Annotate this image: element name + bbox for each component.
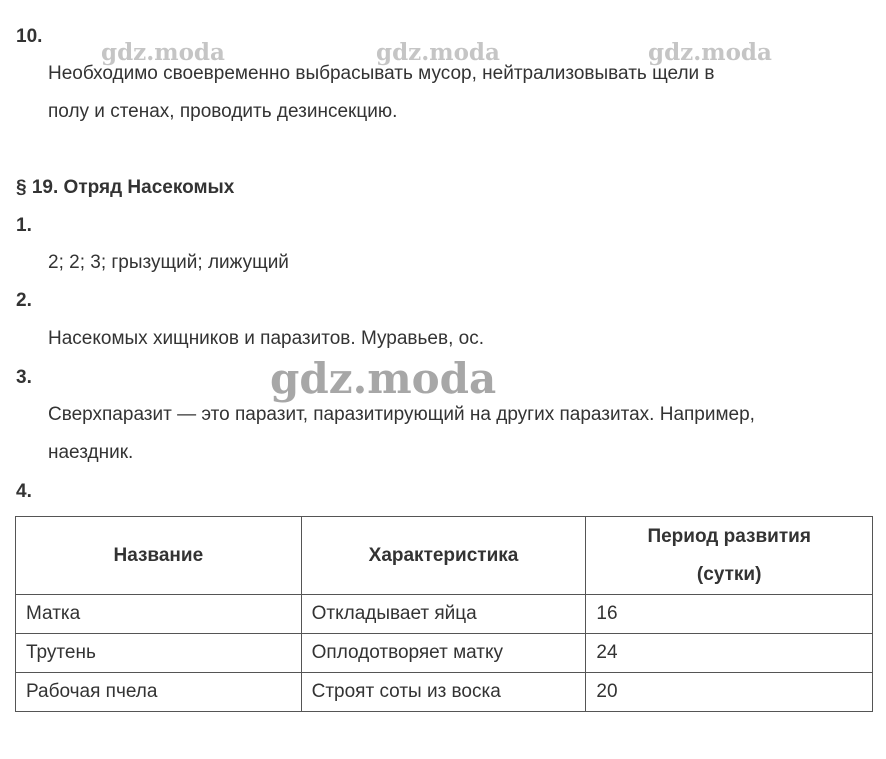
watermark-2: gdz.moda bbox=[376, 39, 500, 66]
cell-characteristic: Откладывает яйца bbox=[301, 595, 586, 634]
answer-10-line-1: Необходимо своевременно выбрасывать мусор, нейтрализовывать щели в bbox=[48, 63, 715, 84]
cell-period: 16 bbox=[586, 595, 873, 634]
answer-3-line-2: наездник. bbox=[48, 442, 134, 463]
header-period-line-2: (сутки) bbox=[696, 563, 762, 585]
table-row bbox=[16, 634, 873, 673]
table-row bbox=[16, 673, 873, 712]
question-number-10: 10. bbox=[16, 26, 43, 47]
bee-castes-table bbox=[15, 516, 873, 712]
header-period-line-1: Период развития bbox=[647, 525, 811, 547]
cell-name: Рабочая пчела bbox=[16, 673, 302, 712]
question-number-4: 4. bbox=[16, 481, 32, 502]
section-heading: § 19. Отряд Насекомых bbox=[16, 177, 235, 198]
answer-3-line-1: Сверхпаразит — это паразит, паразитирующий на других паразитах. Например, bbox=[48, 404, 755, 425]
header-name: Название bbox=[16, 517, 302, 595]
header-characteristic: Характеристика bbox=[301, 517, 586, 595]
cell-name: Трутень bbox=[16, 634, 302, 673]
watermark-1: gdz.moda bbox=[101, 39, 225, 66]
watermark-center: gdz.moda bbox=[270, 354, 497, 403]
table-header-row bbox=[16, 517, 873, 595]
question-number-2: 2. bbox=[16, 290, 32, 311]
answer-10-line-2: полу и стенах, проводить дезинсекцию. bbox=[48, 101, 398, 122]
answer-1-text: 2; 2; 3; грызущий; лижущий bbox=[48, 252, 289, 273]
header-period bbox=[586, 517, 873, 595]
question-number-1: 1. bbox=[16, 215, 32, 236]
cell-characteristic: Строят соты из воска bbox=[301, 673, 586, 712]
cell-name: Матка bbox=[16, 595, 302, 634]
cell-period: 20 bbox=[586, 673, 873, 712]
table-row bbox=[16, 595, 873, 634]
answer-2-text: Насекомых хищников и паразитов. Муравьев, ос. bbox=[48, 328, 484, 349]
cell-characteristic: Оплодотворяет матку bbox=[301, 634, 586, 673]
question-number-3: 3. bbox=[16, 367, 32, 388]
cell-period: 24 bbox=[586, 634, 873, 673]
watermark-3: gdz.moda bbox=[648, 39, 772, 66]
